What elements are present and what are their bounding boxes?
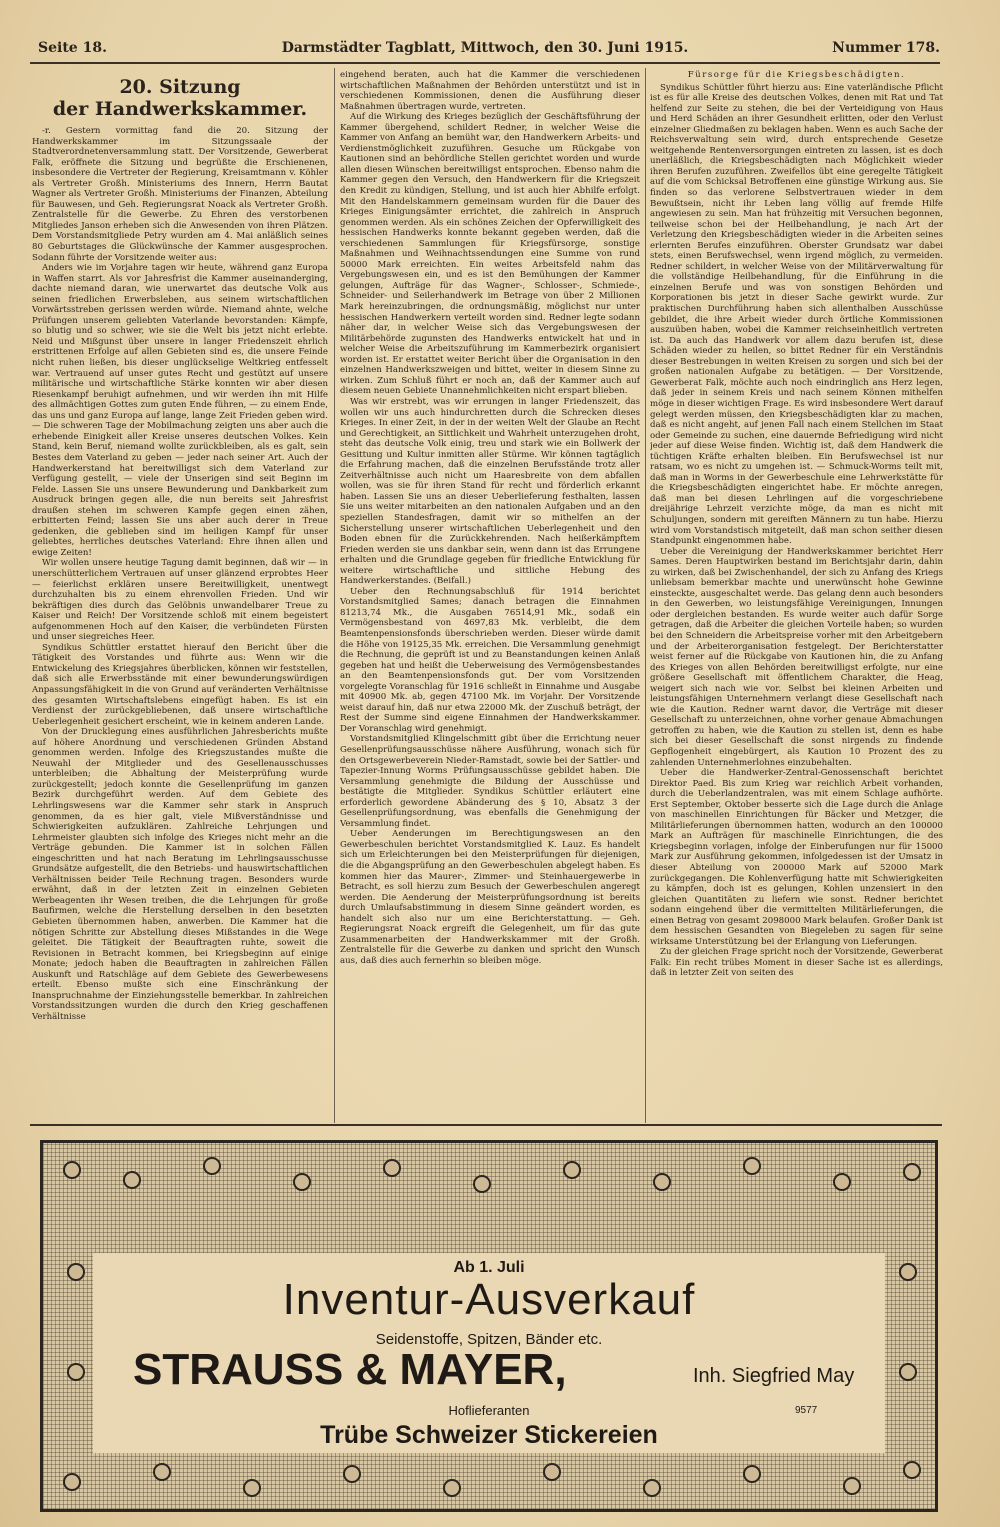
article-column-3 (650, 70, 943, 1120)
rose-ornament-icon (243, 1479, 261, 1497)
ad-date: Ab 1. Juli (453, 1259, 525, 1276)
article-subtitle: der Handwerkskammer. (52, 98, 308, 120)
paragraph: Syndikus Schüttler führt hierzu aus: Eine vaterländische Pflicht ist es für alle Kreise des deutschen Volkes, denen mit Rat und Tat helfend zur Seite zu stehen, die bei der Verteidigung von Haus und Herd Schäden an ihrer Gesundheit erlitten, oder den Verlust einzelner Gliedmaßen zu beklagen haben. Wenn es auch Sache der Reichsverwaltung sein wird, durch entsprechende Gesetze weitgehende Rentenversorgungen eintreten zu lassen, ist es doch unerläßlich, die Kriegsbeschädigten nach Möglichkeit wieder ihren Berufen zuzuführen. Zweifellos übt eine geregelte Tätigkeit auf die vom Schicksal Betroffenen eine günstige Wirkung aus. Sie finden so das verlorene Selbstvertrauen wieder in dem Bewußtsein, nicht ihr Leben lang völlig auf fremde Hilfe angewiesen zu sein. Man hat frühzeitig mit Versuchen begonnen, teilweise schon bei der Heilbehandlung, je nach Art der Verletzung den Kriegsbeschädigten wieder in die Arbeiten seines erlernten Berufes einzuführen. Oberster Grundsatz war dabei stets, einen Berufswechsel, wenn irgend möglich, zu vermeiden. Redner schildert, in welcher Weise von der Militärverwaltung für die vollständige Heilbehandlung, für die Einführung in die einzelnen Berufe und was von sonstigen Behörden und Korporationen bis jetzt in dieser Sache gewirkt wurde. Zur praktischen Durchführung haben sich allenthalben Ausschüsse gebildet, die ihre Arbeit wieder durch örtliche Kommissionen auszuüben haben, wobei die Kammer reichseinheitlich vertreten ist. Da auch das Handwerk vor allem dazu berufen ist, diese Schäden wieder zu heilen, so bittet Redner für ein Verständnis dieser Bestrebungen in weiten Kreisen zu sorgen und sich bei der großen nationalen Aufgabe zu betätigen. — Der Vorsitzende, Gewerberat Falk, möchte auch noch eindringlich ans Herz legen, daß jeder in seinem Kreis und nach seinem Können mithelfen möge in dieser wichtigen Frage. Es wird insbesondere Wert darauf gelegt werden müssen, den Kriegsbeschädigten klar zu machen, daß es nicht angeht, auf jenen Fall nach einem Stellchen im Staat oder Gemeinde zu suchen, eine dauernde Befriedigung wird nicht jeder auf diese Weise finden. Wichtig ist, daß dem Handwerk die tüchtigen Kräfte erhalten bleiben. Ein Berufswechsel ist nur ratsam, wo es nicht zu umgehen ist. — Schmuck-Worms teilt mit, daß man in Worms in der Gewerbeschule eine Lehrwerkstätte für die Kriegsbeschädigten eingerichtet habe. Er möchte anregen, daß man bei diesen Lehrlingen auf die vorgeschriebene dreijährige Lehrzeit verzichte möge, da man es nicht mit Schuljungen, sondern mit gereiften Männern zu tun habe. Hierzu wird vom Vorstandstisch mitgeteilt, daß man schon seither diesen Standpunkt eingenommen habe. (650, 82, 943, 547)
paragraph: Was wir erstrebt, was wir errungen in langer Friedenszeit, das wollen wir uns auch hindurchretten durch die Schrecken dieses Krieges. In einer Zeit, in der in der weiten Welt der Glaube an Recht und Gerechtigkeit, an Sittlichkeit und Wahrheit unterzugehen droht, steht das deutsche Volk einig, treu und stark wie ein Bollwerk der Gesittung und Kultur inmitten aller Stürme. Wir können tagtäglich die Erfahrung machen, daß die einzelnen Berufsstände trotz aller Zeitverhältnisse auch nicht um Haaresbreite von dem abfallen wollen, was sie für ihren Stand für recht und förderlich erkannt haben. Lassen Sie uns an dieser Ueberlieferung festhalten, lassen Sie uns weiter mitarbeiten an den nationalen Aufgaben und an den speziellen Standesfragen, damit wir so mithelfen an der Sicherstellung unserer wirtschaftlichen Ueberlegenheit und den Boden ebnen für die Zurückkehrenden. Nach heißerkämpftem Frieden werden sie uns dankbar sein, wenn dann ist das Errungene erhalten und die Grundlage gegeben für friedliche Entwicklung für weitere wirtschaftliche und sittliche Hebung des Handwerkerstandes. (Beifall.) (340, 396, 640, 587)
rose-ornament-icon (443, 1479, 461, 1497)
rose-ornament-icon (743, 1157, 761, 1175)
rose-ornament-icon (67, 1363, 85, 1381)
rose-ornament-icon (473, 1175, 491, 1193)
ad-goods: Seidenstoffe, Spitzen, Bänder etc. (375, 1331, 603, 1348)
rose-ornament-icon (153, 1463, 171, 1481)
rose-ornament-icon (63, 1473, 81, 1491)
rose-ornament-icon (67, 1263, 85, 1281)
article-column-2 (340, 70, 640, 1120)
ad-title: Hoflieferanten (448, 1403, 530, 1418)
column-rule (645, 68, 646, 1123)
paragraph: eingehend beraten, auch hat die Kammer die verschiedenen wirtschaftlichen Maßnahmen der Behörden unterstützt und ist in verschiedenen Kommissionen, denen die Ausführung dieser Maßnahmen übertragen wurde, vertreten. (340, 70, 640, 112)
rose-ornament-icon (653, 1173, 671, 1191)
paragraph: Ueber Aenderungen im Berechtigungswesen an den Gewerbeschulen berichtet Vorstandsmitglied K. Lauz. Es handelt sich um Erleichterungen bei den Meisterprüfungen für diejenigen, die die Abgangsprüfung an den Gewerbeschulen abgelegt haben. Es kommen hier das Maurer-, Zimmer- und Steinhauergewerbe in Betracht, es soll hierzu zum Besuch der Gewerbeschulen angeregt werden. Die Aenderung der Meisterprüfungsordnung ist bereits durch Umlaufsabstimmung in diesem Sinne geändert worden, es handelt sich also nur um eine Berichterstattung. — Geh. Regierungsrat Noack ergreift die Gelegenheit, um für das gute Zusammenarbeiten der Handwerkskammer mit der Großh. Zentralstelle für die Gewerbe zu danken und spricht den Wunsch aus, daß dies auch fernerhin so bleiben möge. (340, 829, 640, 966)
rose-ornament-icon (343, 1465, 361, 1483)
rose-ornament-icon (563, 1161, 581, 1179)
advertisement (40, 1140, 938, 1512)
rose-ornament-icon (383, 1159, 401, 1177)
rose-ornament-icon (843, 1477, 861, 1495)
divider (30, 1124, 942, 1126)
ad-number: 9577 (795, 1405, 818, 1416)
page-number: Seite 18. (38, 40, 107, 56)
paragraph: Auf die Wirkung des Krieges bezüglich der Geschäftsführung der Kammer übergehend, schildert Redner, in welcher Weise die Kammer von Anfang an bemüht war, den Handwerkern Arbeits- und Verdienstmöglichkeit zuzuführen. Gesuche um Rückgabe von Kautionen sind an behördliche Stellen gerichtet worden und wurde allen diesen Wünschen bereitwilligst entsprochen. Ebenso nahm die Kammer gegen den Versuch, den Handwerkern für die Kriegszeit den Kredit zu kündigen, Stellung, und ist auch hier Abhilfe erfolgt. Mit den Handelskammern gemeinsam wurden für die Dauer des Krieges Einigungsämter errichtet, die zahlreich in Anspruch genommen werden. Als ein schönes Zeichen der Opferwilligkeit des hessischen Handwerks konnte bekannt gegeben werden, daß die verschiedenen Sammlungen für Kriegsfürsorge, sonstige Maßnahmen und Weihnachtssendungen eine Summe von rund 50000 Mark erreichten. Ein weites Arbeitsfeld nahm das Vergebungswesen ein, und es ist den Bemühungen der Kammer gelungen, Aufträge für das Wagner-, Schlosser-, Schmiede-, Schneider- und Seilerhandwerk im Betrage von über 2 Millionen Mark hereinzubringen, die ordnungsmäßig, möglichst nur unter hessischen Handwerkern verteilt worden sind. Redner legte sodann näher dar, in welcher Weise sich das Vergebungswesen der Militärbehörde zugunsten des Handwerks entwickelt hat und in welcher Weise die Arbeitszuführung im Kammerbezirk organisiert worden ist. Er erstattet weiter Bericht über die Organisation in den einzelnen Handwerkszweigen und bittet, weiter in diesem Sinne zu wirken. Zum Schluß führt er noch an, daß der Kammer auch auf diesem neuen Gebiete Unannehmlichkeiten nicht erspart blieben. (340, 112, 640, 397)
paragraph: Anders wie im Vorjahre tagen wir heute, während ganz Europa in Waffen starrt. Als vor Jahresfrist die Kammer auseinanderging, dachte niemand daran, wie unerwartet das deutsche Volk aus seinen friedlichen Erwerbsleben, aus seinem wirtschaftlichen Vorwärtsstreben gerissen werden würde. Niemand ahnte, welche Prüfungen unserem geliebten Vaterlande bevorstanden: Kämpfe, so blutig und so schwer, wie sie die Welt bis jetzt nicht erlebte. Neid und Mißgunst über unsere in langer Friedenszeit ehrlich erstrittenen Erfolge auf allen Gebieten sind es, die unsere Feinde nicht ruhen ließen, bis dieser unglückselige Weltkrieg entfesselt war. Vertrauend auf unser gutes Recht und gestützt auf unsere militärische und wirtschaftliche Stärke konnten wir aber diesen Riesenkampf beruhigt aufnehmen, und wir werden ihn mit Hilfe des allmächtigen Gottes zum guten Ende führen, — zu einem Ende, das uns und ganz Europa auf lange, lange Zeit Frieden geben wird. — Die schweren Tage der Mobilmachung zeigten uns aber auch die erhebende Einigkeit aller Kreise unseres deutschen Volkes. Kein Stand, kein Beruf, niemand wollte zurückbleiben, als es galt, sein Bestes dem Vaterland zu geben — jeder nach seiner Art. Auch der Handwerkerstand hat bereitwilligst sich dem Vaterland zur Verfügung gestellt, — viele der Unserigen sind seit Beginn im Felde. Lassen Sie uns unsere Bewunderung und Dankbarkeit zum Ausdruck bringen gegen alle, die nun bereits seit Jahresfrist draußen stehen im schweren Kampfe gegen einen zähen, erbitterten Feind; lassen Sie uns aber auch derer in Treue gedenken, die geblieben sind im heiligen Kampf für unser geliebtes, herrliches deutsches Vaterland: Ehre ihnen allen und ewige Zeiten! (32, 263, 328, 558)
rose-ornament-icon (903, 1163, 921, 1181)
rose-ornament-icon (63, 1161, 81, 1179)
paragraph: Wir wollen unsere heutige Tagung damit beginnen, daß wir — in unerschütterlichem Vertrauen auf unser glänzend erprobtes Heer — feierlichst erklären unsere Bereitwilligkeit, unentwegt durchzuhalten bis zu einem ehrenvollen Frieden. Und wir bekräftigen dies durch das Gelöbnis unwandelbarer Treue zu Kaiser und Reich! Der Vorsitzende schloß mit einem begeistert aufgenommenen Hoch auf den Kaiser, die verbündeten Fürsten und unser siegreiches Heer. (32, 558, 328, 643)
rose-ornament-icon (643, 1479, 661, 1497)
paragraph: -r. Gestern vormittag fand die 20. Sitzung der Handwerkskammer im Sitzungssaale der Stadtverordnetenversammlung statt. Der Vorsitzende, Gewerberat Falk, eröffnete die Sitzung und begrüßte die Erschienenen, insbesondere die Vertreter der Regierung, Kreisamtmann v. Köhler als Vertreter Großh. Ministeriums des Innern, Herrn Bautat Wagner als Vertreter Großh. Ministeriums der Finanzen, Abteilung für Bauwesen, und Geh. Regierungsrat Noack als Vertreter Großh. Zentralstelle für die Gewerbe. Zu Ehren des verstorbenen Mitgliedes Janson erheben sich die Anwesenden von ihren Plätzen. Dem Vorstandsmitgliede Petry wurden am 4. Mai anläßlich seines 80 Geburtstages die Glückwünsche der Kammer ausgesprochen. Sodann führte der Vorsitzende weiter aus: (32, 126, 328, 263)
rose-ornament-icon (293, 1173, 311, 1191)
rose-ornament-icon (543, 1463, 561, 1481)
article-column-1 (32, 70, 328, 1120)
ad-specialty: Trübe Schweizer Stickereien (320, 1421, 658, 1449)
ad-text-panel (93, 1253, 885, 1453)
ad-firm-name: STRAUSS & MAYER, (133, 1345, 567, 1394)
ad-headline: Inventur-Ausverkauf (282, 1275, 696, 1324)
page-header (30, 40, 940, 64)
masthead: Darmstädter Tagblatt, Mittwoch, den 30. Juni 1915. (281, 40, 689, 56)
paragraph: Vorstandsmitglied Klingelschmitt gibt über die Errichtung neuer Gesellenprüfungsausschüsse nähere Ausführung, wonach sich für den Ortsgewerbeverein Nieder-Ramstadt, sowie bei der Sattler- und Tapezier-Innung Worms Prüfungsausschüsse gebildet haben. Die Versammlung genehmigte die Bildung der Ausschüsse und bestätigte die Mitglieder. Syndikus Schüttler erläutert eine erforderlich gewordene Abänderung des § 10, Absatz 3 der Gesellenprüfungsordnung, was ebenfalls die Genehmigung der Versammlung findet. (340, 734, 640, 829)
paragraph: Von der Drucklegung eines ausführlichen Jahresberichts mußte auf höhere Anordnung und verschiedenen Gründen Abstand genommen werden. Infolge des Kriegszustandes mußte die Neuwahl der Mitglieder und des Gesellenausschusses unterbleiben; die Abhaltung der Meisterprüfung wurde zurückgestellt; jedoch konnte die Gesellenprüfung im ganzen Bezirk durchgeführt werden. Auf dem Gebiete des Lehrlingswesens war die Kammer sehr stark in Anspruch genommen, da es hier galt, viele Mißverständnisse und Schwierigkeiten aufzuklären. Zahlreiche Lehrjungen und Lehrmeister glaubten sich infolge des Krieges nicht mehr an die Verträge gebunden. Die Kammer ist in solchen Fällen eingeschritten und hat nach Beratung im Lehrlingsausschusse Grundsätze aufgestellt, die den Betriebs- und hauswirtschaftlichen Verhältnissen beider Teile Rechnung tragen. Besonders wurde erwähnt, daß in der letzten Zeit in einzelnen Gebieten Werbeagenten ihr Wesen treiben, die die Lehrjungen für große Baufirmen, welche die Herstellung derselben in den besetzten Gebieten übernommen haben, anwerben. Die Kammer hat die nötigen Schritte zur Abstellung dieses Mißstandes in die Wege geleitet. Die Tätigkeit der Beauftragten ruhte, soweit die Revisionen in Betracht kommen, bei Kriegsbeginn auf einige Monate; jedoch haben die Beauftragten in zahlreichen Fällen Auskunft und Ratschläge auf dem Gebiete des Gewerbewesens erteilt. Ebenso mußte sich eine Einschränkung der Inanspruchnahme der Einziehungsstelle bemerkbar. In zahlreichen Vorstandssitzungen wurden die durch den Krieg geschaffenen Verhältnisse (32, 727, 328, 1022)
paragraph: Ueber den Rechnungsabschluß für 1914 berichtet Vorstandsmitglied Sames; danach betragen die Einnahmen 81213,74 Mk., die Ausgaben 76514,91 Mk., sodaß ein Vermögensbestand von 4697,83 Mk. verbleibt, die dem Beamtenpensionsfonds überschrieben werden. Dieser würde damit die Höhe von 19125,35 Mk. erreichen. Die Versammlung genehmigt die Rechnung, die geprüft ist und zu Beanstandungen keinen Anlaß gegeben hat und heißt die Ueberweisung des Vermögensbestandes an den Beamtenpensionsfonds gut. Der vom Vorsitzenden vorgelegte Voranschlag für 1916 schließt in Einnahme und Ausgabe mit 40900 Mk. ab, gegen 47100 Mk. im Vorjahr. Der Vorsitzende weist darauf hin, daß nur etwa 22000 Mk. der Zuschuß beträgt, der Rest der Summe sind eigene Einnahmen der Handwerkskammer. Der Voranschlag wird genehmigt. (340, 586, 640, 734)
rose-ornament-icon (833, 1173, 851, 1191)
rose-ornament-icon (203, 1157, 221, 1175)
paragraph: Syndikus Schüttler erstattet hierauf den Bericht über die Tätigkeit des Vorstandes und führte aus: Wenn wir die Entwickelung des Kriegsjahres überblicken, können wir feststellen, daß sich alle Erwerbsstände mit einer bewunderungswürdigen Anpassungsfähigkeit in die von Grund auf veränderten Verhältnisse des gesamten Wirtschaftslebens eingefügt haben. Es ist ein Verdienst der zurückgebliebenen, daß unsere wirtschaftliche Ueberlegenheit gesichert erscheint, wie in keinem anderen Lande. (32, 642, 328, 727)
paragraph: Ueber die Handwerker-Zentral-Genossenschaft berichtet Direktor Paed. Bis zum Krieg war reichlich Arbeit vorhanden, durch die Ueberlandzentralen, was mit einem Schlage aufhörte. Erst September, Oktober besserte sich die Lage durch die Anlage von maschinellen Einrichtungen für Bäcker und Metzger, die Militärlieferungen übernommen hatten, wodurch an den 100000 Mark an Aufträgen für maschinelle Einrichtungen, die des Kriegsbeginn vorlagen, infolge der Einberufungen nur für 15000 Mark zur Ausführung gekommen, infolgedessen ist der Umsatz in dieser Abteilung von 200000 Mark auf 52000 Mark zurückgegangen. Die Kohlenverfügung hatte mit Schwierigkeiten zu kämpfen, doch ist es gelungen, Kohlen unzensiert in den gleichen Quantitäten zu liefern wie sonst. Redner berichtet sodann eingehend über die vermittelten Militärlieferungen, die einen Betrag von gesamt 2098000 Mark belaufen. Großer Dank ist dem hessischen Gesandten von Biegeleben zu sagen für seine wirksame Unterstützung bei der Erlangung von Lieferungen. (650, 768, 943, 947)
section-heading: Fürsorge für die Kriegsbeschädigten. (687, 70, 906, 80)
rose-ornament-icon (899, 1363, 917, 1381)
rose-ornament-icon (743, 1465, 761, 1483)
rose-ornament-icon (899, 1263, 917, 1281)
issue-number: Nummer 178. (832, 40, 940, 56)
column-rule (334, 68, 335, 1123)
rose-ornament-icon (123, 1171, 141, 1189)
rose-ornament-icon (903, 1461, 921, 1479)
article-title: 20. Sitzung (119, 76, 241, 98)
ad-owner: Inh. Siegfried May (693, 1365, 855, 1387)
paragraph: Ueber die Vereinigung der Handwerkskammer berichtet Herr Sames. Deren Hauptwirken bestand im Berichtsjahr darin, dahin zu wirken, daß bei Zwischenhandel, der sich zu Anfang des Kriegs unliebsam bemerkbar machte und unerwünscht hohe Gewinne einsteckte, ausgeschaltet werde. Das gelang denn auch besonders in den Gewerben, wo leistungsfähige Vereinigungen, Innungen oder dergleichen bestanden. Es wurde weiter auch dafür Sorge getragen, daß die Arbeiter die gleichen Vorteile haben; so wurden bei den Schneidern die Arbeitspreise vorher mit den Arbeitgebern und der Arbeiterorganisation festgelegt. Der Berichterstatter weist ferner auf die Rückgabe von Kautionen hin, die zu Anfang des Krieges von allen Behörden bereitwilligst erfolgte, nur eine größere Gesellschaft mit öffentlichem Charakter, die Heag, weigert sich nach wie vor. Selbst bei kleinen Arbeiten und leistungsfähigen Unternehmern verlangt diese Gesellschaft nach wie die Kaution. Redner warnt davor, die Verträge mit dieser Gesellschaft zu unterzeichnen, ohne vorher genaue Abmachungen getroffen zu haben, wie die Kaution zu stellen ist, denn es habe sich bei dieser Gesellschaft die sonst nirgends zu findende Gepflogenheit eingebürgert, als Kaution 10 Prozent des zu zahlenden Unternehmerlohnes einzubehalten. (650, 546, 943, 768)
paragraph: Zu der gleichen Frage spricht noch der Vorsitzende, Gewerberat Falk: Ein recht trübes Moment in dieser Sache ist es allerdings, daß in letzter Zeit von seiten des (650, 947, 943, 979)
